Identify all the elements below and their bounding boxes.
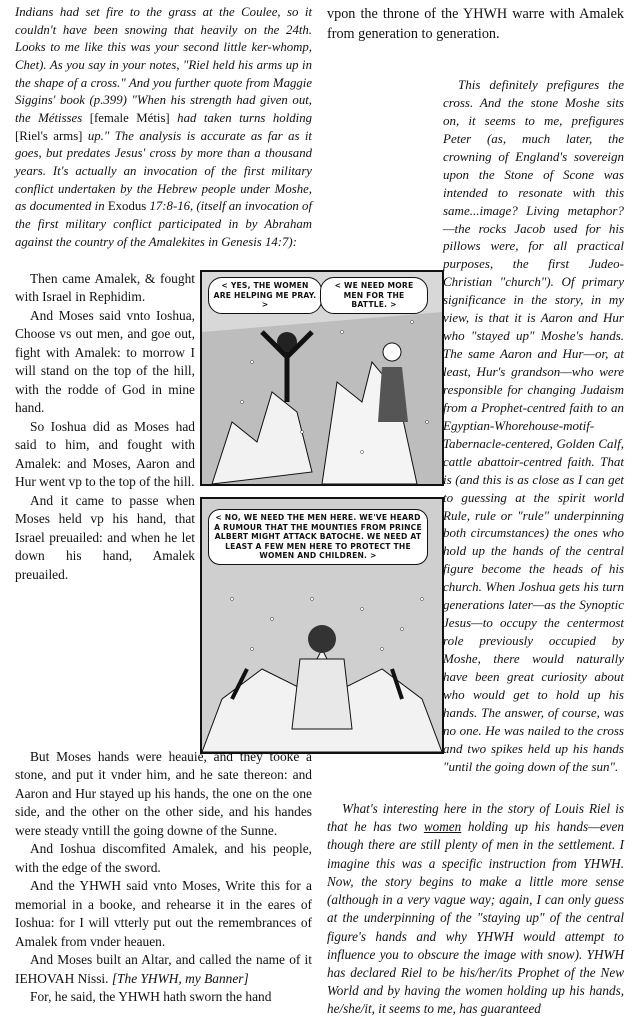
emphasis-women: women [423,819,462,835]
scripture-verse-5: But Moses hands were heauie, and they tooke a stone, and put it vnder him, and he sate thereon: and Aaron and Hur stayed up his hands, the one on the one side, and the other on the other side, and his handes were steady vntill the going downe of the Sunne. [15,749,312,838]
scripture-verse-8: And Moses built an Altar, and called the name of it IEHOVAH Nissi. [The YHWH, my Banner] [15,952,312,986]
left-column [15,4,312,251]
comic-panel-2 [200,497,444,754]
scripture-block-narrow [15,270,195,584]
scripture-verse-4: And it came to passe when Moses held vp his hand, that Israel preuailed: and when he let down his hand, Amalek preuailed. [15,492,195,582]
right-column [327,4,624,44]
commentary-paragraph-2: What's interesting here in the story of Louis Riel is that he has two women holding up his hands—even though there are still plenty of men in the settlement. I imagine this was a specific instruction from YHWH. Now, the story begins to make a little more sense (although in a very vague way; again, I can only guess at the underpinning of the "staying up" of the central figure's hands and why YHWH would attempt to influence you to obscure the image with snow). YHWH has declared Riel to be his/her/its Prophet of the New World and by having the women holding up his hands, he/she/it, it seems to me, has guaranteed [327,801,624,1017]
speech-bubble-rumour: < NO, WE NEED THE MEN HERE. WE'VE HEARD A RUMOUR THAT THE MOUNTIES FROM PRINCE ALBERT MIGHT ATTACK BATOCHE. WE NEED AT LEAST A FEW MEN HERE TO PROTECT THE WOMEN AND CHILDREN. > [208,509,428,565]
commentary-upper [443,76,624,776]
commentary-lower [327,800,624,1019]
scripture-verse-1: Then came Amalek, & fought with Israel in Rephidim. [15,271,195,305]
scripture-verse-9: For, he said, the YHWH hath sworn the hand [30,989,272,1005]
comic-panel-1 [200,270,444,486]
scripture-verse-3: So Ioshua did as Moses had said to him, and fought with Amalek: and Moses, Aaron and Hur went vp to the top of the hill. [15,418,195,490]
scripture-block-wide [15,748,312,1007]
scripture-verse-2: And Moses said vnto Ioshua, Choose vs out men, and goe out, fight with Amalek: to morrow I will stand on the top of the hill, with the rodde of God in mine hand. [15,307,195,416]
scripture-verse-7: And the YHWH said vnto Moses, Write this for a memorial in a booke, and rehearse it in the eares of Ioshua: for I will vtterly put out the remembrances of Amalek from vnder heauen. [15,878,312,949]
scripture-continuation: vpon the throne of the YHWH warre with Amalek from generation to generation. [327,6,624,43]
scripture-verse-6: And Ioshua discomfited Amalek, and his people, with the edge of the sword. [15,841,312,875]
speech-bubble-women: < YES, THE WOMEN ARE HELPING ME PRAY. > [208,277,322,314]
speech-bubble-men: < WE NEED MORE MEN FOR THE BATTLE. > [320,277,428,314]
banner-note: [The YHWH, my Banner] [111,970,249,986]
intro-paragraph: Indians had set fire to the grass at the Coulee, so it couldn't have been snowing that heavily on the 24th. Looks to me like this was your second little ker-whomp, Chet). As you say in your notes, "Riel held his arms up in the shape of a cross." And you further quote from Maggie Siggins' book (p.399) "When his strength had given out, the Métisses [female Métis] had taken turns holding [Riel's arms] up." The analysis is accurate as far as it goes, but predates Jesus' cross by more than a thousand years. It's actually an invocation of the first military conflict undertaken by the Hebrew people under Moshe, as documented in Exodus 17:8-16, (itself an invocation of the first military conflict participated in by Abraham against the country of the Amalekites in Genesis 14:7): [15,5,313,249]
commentary-paragraph-1: This definitely prefigures the cross. And the stone Moshe sits on, it seems to me, prefigures Peter (as, much later, the crowning of England's sovereign upon the Stone of Scone was intended to resonate with this same...image? Living metaphor?—the rocks Jacob used for his pillows were, for all practical purposes, the first Judeo-Christian "church"). Of primary significance in the story, in my view, is that it is Aaron and Hur who "stayed up" Moshe's hands. The same Aaron and Hur—or, at least, Hur's grandson—who were responsible for changing Judaism from a Prophet-centred faith to an Egyptian-Whorehouse-motif-Tabernacle-centered, Golden Calf, cattle abattoir-centred faith. That is (and this is as close as I can get to guessing at the spirit world Rule, rule or "rule" underpinning both circumstances) the ones who hold up the hands of the central figure become the heads of his church. When Joshua gets his turn generations later—as the Synoptic Jesus—to occupy the centermost role previously occupied by Moshe, there would naturally have been great curiosity about who would get to hold up his hands. The answer, of course, was no one. He was nailed to the cross and two spikes held up his hands "until the going down of the sun". [443,77,624,774]
